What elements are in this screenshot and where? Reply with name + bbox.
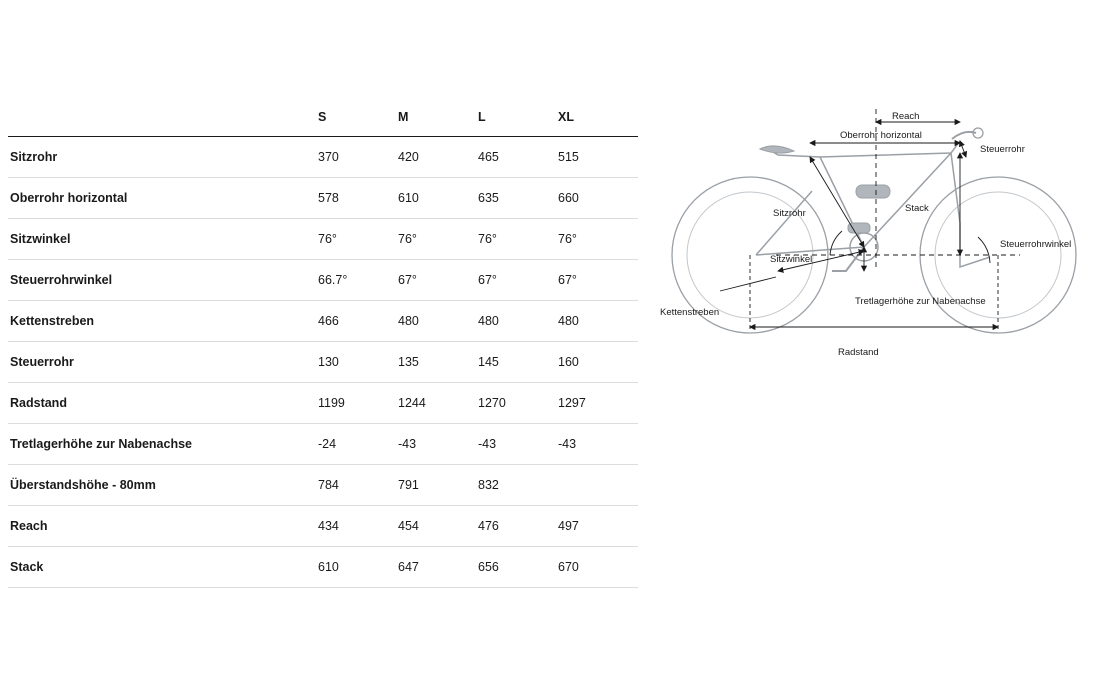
cell-xl: 1297 bbox=[558, 383, 638, 424]
frame-outline-icon bbox=[756, 141, 990, 267]
cell-m: 480 bbox=[398, 301, 478, 342]
cell-m: 1244 bbox=[398, 383, 478, 424]
row-label: Reach bbox=[8, 506, 318, 547]
cell-l: 76° bbox=[478, 219, 558, 260]
label-oberrohr-horizontal: Oberrohr horizontal bbox=[840, 130, 922, 141]
row-label: Stack bbox=[8, 547, 318, 588]
cell-m: 420 bbox=[398, 137, 478, 178]
column-header-xl: XL bbox=[558, 110, 638, 137]
cell-xl: 497 bbox=[558, 506, 638, 547]
cell-s: 1199 bbox=[318, 383, 398, 424]
cell-xl: 660 bbox=[558, 178, 638, 219]
row-label: Radstand bbox=[8, 383, 318, 424]
saddle-icon bbox=[760, 146, 794, 153]
cell-m: 647 bbox=[398, 547, 478, 588]
cell-xl: 515 bbox=[558, 137, 638, 178]
cell-l: 476 bbox=[478, 506, 558, 547]
label-radstand: Radstand bbox=[838, 347, 879, 358]
cell-s: 434 bbox=[318, 506, 398, 547]
cell-s: 610 bbox=[318, 547, 398, 588]
table-row bbox=[8, 260, 638, 301]
label-sitzwinkel: Sitzwinkel bbox=[770, 254, 813, 265]
bike-geometry-diagram bbox=[660, 95, 1112, 385]
cell-s: 66.7° bbox=[318, 260, 398, 301]
cell-s: 784 bbox=[318, 465, 398, 506]
cell-xl: 670 bbox=[558, 547, 638, 588]
cell-s: 130 bbox=[318, 342, 398, 383]
cell-xl: 480 bbox=[558, 301, 638, 342]
cell-m: 791 bbox=[398, 465, 478, 506]
cell-s: 370 bbox=[318, 137, 398, 178]
label-sitzrohr: Sitzrohr bbox=[773, 208, 806, 219]
table-row bbox=[8, 506, 638, 547]
cell-xl bbox=[558, 465, 638, 506]
geometry-table-container bbox=[8, 110, 638, 588]
row-label: Steuerrohrwinkel bbox=[8, 260, 318, 301]
column-header-l: L bbox=[478, 110, 558, 137]
table-row bbox=[8, 547, 638, 588]
label-kettenstreben: Kettenstreben bbox=[660, 307, 720, 318]
cell-m: -43 bbox=[398, 424, 478, 465]
cell-l: 465 bbox=[478, 137, 558, 178]
column-header-s: S bbox=[318, 110, 398, 137]
cell-l: 635 bbox=[478, 178, 558, 219]
table-row bbox=[8, 465, 638, 506]
column-header-m: M bbox=[398, 110, 478, 137]
table-row bbox=[8, 424, 638, 465]
table-row bbox=[8, 178, 638, 219]
cell-l: 1270 bbox=[478, 383, 558, 424]
cell-s: 466 bbox=[318, 301, 398, 342]
table-row bbox=[8, 342, 638, 383]
handlebar-icon bbox=[952, 128, 983, 139]
column-header-measure bbox=[8, 110, 318, 137]
cell-m: 76° bbox=[398, 219, 478, 260]
cell-l: -43 bbox=[478, 424, 558, 465]
cell-s: -24 bbox=[318, 424, 398, 465]
table-head bbox=[8, 110, 638, 137]
row-label: Oberrohr horizontal bbox=[8, 178, 318, 219]
table-row bbox=[8, 219, 638, 260]
cell-l: 656 bbox=[478, 547, 558, 588]
cell-s: 76° bbox=[318, 219, 398, 260]
table-row bbox=[8, 301, 638, 342]
label-steuerrohrwinkel: Steuerrohrwinkel bbox=[1000, 239, 1072, 250]
cell-xl: 76° bbox=[558, 219, 638, 260]
label-steuerrohr: Steuerrohr bbox=[980, 144, 1025, 155]
cell-m: 610 bbox=[398, 178, 478, 219]
row-label: Tretlagerhöhe zur Nabenachse bbox=[8, 424, 318, 465]
table-row bbox=[8, 137, 638, 178]
row-label: Sitzwinkel bbox=[8, 219, 318, 260]
cell-xl: -43 bbox=[558, 424, 638, 465]
label-tretlagerhoehe: Tretlagerhöhe zur Nabenachse bbox=[855, 296, 986, 307]
cell-m: 135 bbox=[398, 342, 478, 383]
table-row bbox=[8, 383, 638, 424]
table-header-row bbox=[8, 110, 638, 137]
cell-m: 67° bbox=[398, 260, 478, 301]
cell-l: 832 bbox=[478, 465, 558, 506]
cell-m: 454 bbox=[398, 506, 478, 547]
cell-l: 67° bbox=[478, 260, 558, 301]
cell-l: 145 bbox=[478, 342, 558, 383]
cell-l: 480 bbox=[478, 301, 558, 342]
cell-xl: 67° bbox=[558, 260, 638, 301]
crank-icon bbox=[832, 247, 864, 271]
label-reach: Reach bbox=[892, 111, 920, 122]
cell-xl: 160 bbox=[558, 342, 638, 383]
row-label: Kettenstreben bbox=[8, 301, 318, 342]
table-body bbox=[8, 137, 638, 588]
row-label: Sitzrohr bbox=[8, 137, 318, 178]
cell-s: 578 bbox=[318, 178, 398, 219]
label-stack: Stack bbox=[905, 203, 929, 214]
row-label: Überstandshöhe - 80mm bbox=[8, 465, 318, 506]
row-label: Steuerrohr bbox=[8, 342, 318, 383]
geometry-table bbox=[8, 110, 638, 588]
